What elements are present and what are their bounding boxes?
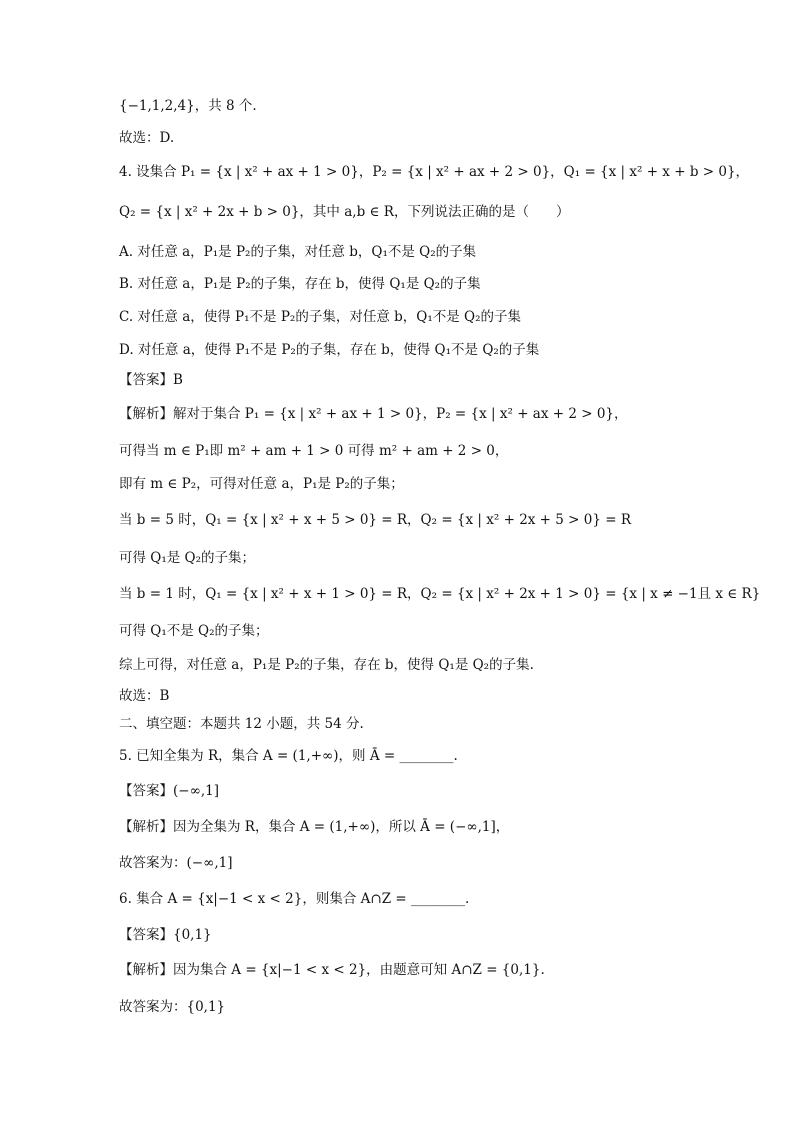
- option-b: B. 对任意 a，P₁是 P₂的子集，存在 b，使得 Q₁是 Q₂的子集: [119, 276, 481, 292]
- question-5: 5. 已知全集为 R，集合 A = (1,+∞)，则 Ā = ________.: [119, 748, 458, 764]
- question-6: 6. 集合 A = {x|−1 < x < 2}，则集合 A∩Z = ________.: [119, 891, 470, 907]
- answer-6: 【答案】{0,1}: [119, 927, 212, 943]
- text-line: 故选：D.: [119, 130, 175, 146]
- answer-summary-6: 故答案为：{0,1}: [119, 999, 226, 1015]
- analysis-4: 【解析】解对于集合 P₁ = {x | x² + ax + 1 > 0}，P₂ = {x | x² + ax + 2 > 0}，: [119, 406, 628, 422]
- analysis-line: 当 b = 5 时，Q₁ = {x | x² + x + 5 > 0} = R，Q₂ = {x | x² + 2x + 5 > 0} = R: [119, 512, 632, 528]
- analysis-line: 可得 Q₁不是 Q₂的子集；: [119, 623, 269, 639]
- question-4-stem: 4. 设集合 P₁ = {x | x² + ax + 1 > 0}，P₂ = {x | x² + ax + 2 > 0}，Q₁ = {x | x² + x + b > 0}，: [119, 164, 750, 180]
- section-heading: 二、填空题：本题共 12 小题，共 54 分.: [119, 716, 364, 732]
- analysis-line: 可得 Q₁是 Q₂的子集；: [119, 550, 256, 566]
- analysis-5: 【解析】因为全集为 R，集合 A = (1,+∞)，所以 Ā = (−∞,1]，: [119, 819, 510, 835]
- analysis-6: 【解析】因为集合 A = {x|−1 < x < 2}，由题意可知 A∩Z = {0,1}.: [119, 962, 545, 978]
- option-a: A. 对任意 a，P₁是 P₂的子集，对任意 b，Q₁不是 Q₂的子集: [119, 244, 477, 260]
- answer-4: 【答案】B: [119, 372, 183, 388]
- question-4-stem-cont: Q₂ = {x | x² + 2x + b > 0}，其中 a,b ∈ R，下列说法正确的是（ ）: [119, 204, 570, 220]
- answer-summary-5: 故答案为：(−∞,1]: [119, 855, 233, 871]
- analysis-summary: 综上可得，对任意 a，P₁是 P₂的子集，存在 b，使得 Q₁是 Q₂的子集.: [119, 657, 534, 673]
- text-line: {−1,1,2,4}，共 8 个.: [119, 98, 257, 114]
- analysis-line: 当 b = 1 时，Q₁ = {x | x² + x + 1 > 0} = R，Q₂ = {x | x² + 2x + 1 > 0} = {x | x ≠ −1且 x ∈ R}: [119, 586, 761, 602]
- analysis-line: 可得当 m ∈ P₁即 m² + am + 1 > 0 可得 m² + am + 2 > 0，: [119, 443, 509, 459]
- option-d: D. 对任意 a，使得 P₁不是 P₂的子集，存在 b，使得 Q₁不是 Q₂的子集: [119, 342, 540, 358]
- analysis-line: 即有 m ∈ P₂，可得对任意 a，P₁是 P₂的子集；: [119, 476, 404, 492]
- answer-5: 【答案】(−∞,1]: [119, 783, 219, 799]
- answer-choice: 故选：B: [119, 688, 170, 704]
- option-c: C. 对任意 a，使得 P₁不是 P₂的子集，对任意 b，Q₁不是 Q₂的子集: [119, 309, 522, 325]
